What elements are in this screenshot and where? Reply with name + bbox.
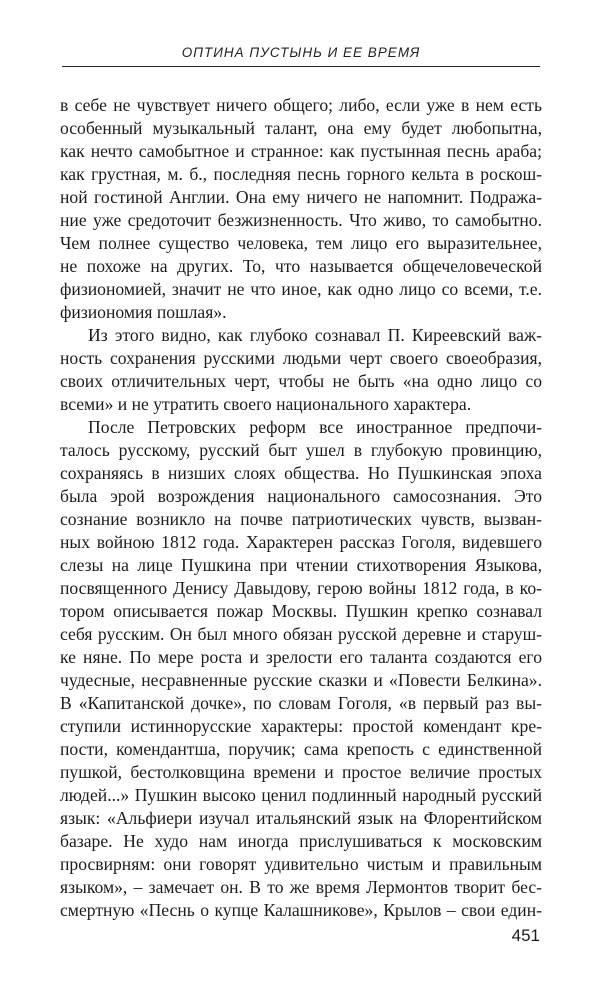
- body-text: [60, 94, 542, 922]
- text-line: смертную «Песнь о купце Калашникове», Крылов – свои един-: [60, 900, 542, 920]
- text-line: в себе не чувствует ничего общего; либо, если уже в нем есть: [60, 95, 542, 115]
- text-line: чудесные, несравненные русские сказки и «Повести Белкина».: [60, 670, 542, 690]
- text-line: была эрой возрождения национального самосознания. Это: [60, 486, 542, 506]
- text-line: ных войною 1812 года. Характерен рассказ Гоголя, видевшего: [60, 532, 542, 552]
- page-number: 451: [511, 926, 540, 945]
- text-line: слезы на лице Пушкина при чтении стихотворения Языкова,: [60, 555, 542, 575]
- text-line: пушкой, бестолковщина времени и простое величие простых: [60, 762, 542, 782]
- text-line: сохраняясь в низших слоях общества. Но Пушкинская эпоха: [60, 463, 542, 483]
- text-line: После Петровских реформ все иностранное предпочи-: [88, 417, 542, 437]
- text-line: сознание возникло на почве патриотических чувств, вызван-: [60, 509, 542, 529]
- text-line: ность сохранения русскими людьми черт своего своеобразия,: [60, 348, 542, 368]
- text-line: Из этого видно, как глубоко сознавал П. Киреевский важ-: [88, 325, 542, 345]
- text-line: всеми» и не утратить своего национального характера.: [60, 394, 472, 414]
- text-line: ке няне. По мере роста и зрелости его таланта создаются его: [60, 647, 542, 667]
- text-line: своих отличительных черт, чтобы не быть «на одно лицо со: [60, 371, 542, 391]
- text-line: физиономия пошлая».: [60, 302, 227, 322]
- text-line: людей...» Пушкин высоко ценил подлинный народный русский: [60, 785, 542, 805]
- text-line: как грустная, м. б., последняя песнь горного кельта в роскош-: [60, 164, 542, 184]
- text-line: тором описывается пожар Москвы. Пушкин крепко сознавал: [60, 601, 542, 621]
- text-line: базаре. Не худо нам иногда прислушиваться к московским: [60, 831, 542, 851]
- text-line: особенный музыкальный талант, она ему будет любопытна,: [60, 118, 542, 138]
- text-line: Чем полнее существо человека, тем лицо его выразительнее,: [60, 233, 542, 253]
- paragraph: [60, 94, 542, 324]
- text-line: себя русским. Он был много обязан русской деревне и старуш-: [60, 624, 542, 644]
- text-line: язык: «Альфиери изучал итальянский язык на Флорентийском: [60, 808, 542, 828]
- text-line: ной гостиной Англии. Она ему ничего не напомнит. Подража-: [60, 187, 542, 207]
- text-line: языком», – замечает он. В то же время Лермонтов творит бес-: [60, 877, 542, 897]
- paragraph: [60, 416, 542, 922]
- text-line: ступили истиннорусские характеры: простой комендант кре-: [60, 716, 542, 736]
- text-line: В «Капитанской дочке», по словам Гоголя, «в первый раз вы-: [60, 693, 542, 713]
- text-line: не похоже на других. То, что называется общечеловеческой: [60, 256, 542, 276]
- text-line: ние уже средоточит безжизненность. Что живо, то самобытно.: [60, 210, 542, 230]
- running-title: ОПТИНА ПУСТЫНЬ И ЕЕ ВРЕМЯ: [181, 45, 421, 60]
- text-line: посвященного Денису Давыдову, герою войны 1812 года, в ко-: [60, 578, 542, 598]
- paragraph: [60, 324, 542, 416]
- header-rule: [62, 66, 540, 67]
- text-line: физиономией, значит не что иное, как одно лицо со всеми, т.е.: [60, 279, 542, 299]
- text-line: пости, комендантша, поручик; сама крепость с единственной: [60, 739, 542, 759]
- text-line: просвирням: они говорят удивительно чистым и правильным: [60, 854, 542, 874]
- text-line: как нечто самобытное и странное: как пустынная песнь араба;: [60, 141, 542, 161]
- text-line: талось русскому, русский быт ушел в глубокую провинцию,: [60, 440, 542, 460]
